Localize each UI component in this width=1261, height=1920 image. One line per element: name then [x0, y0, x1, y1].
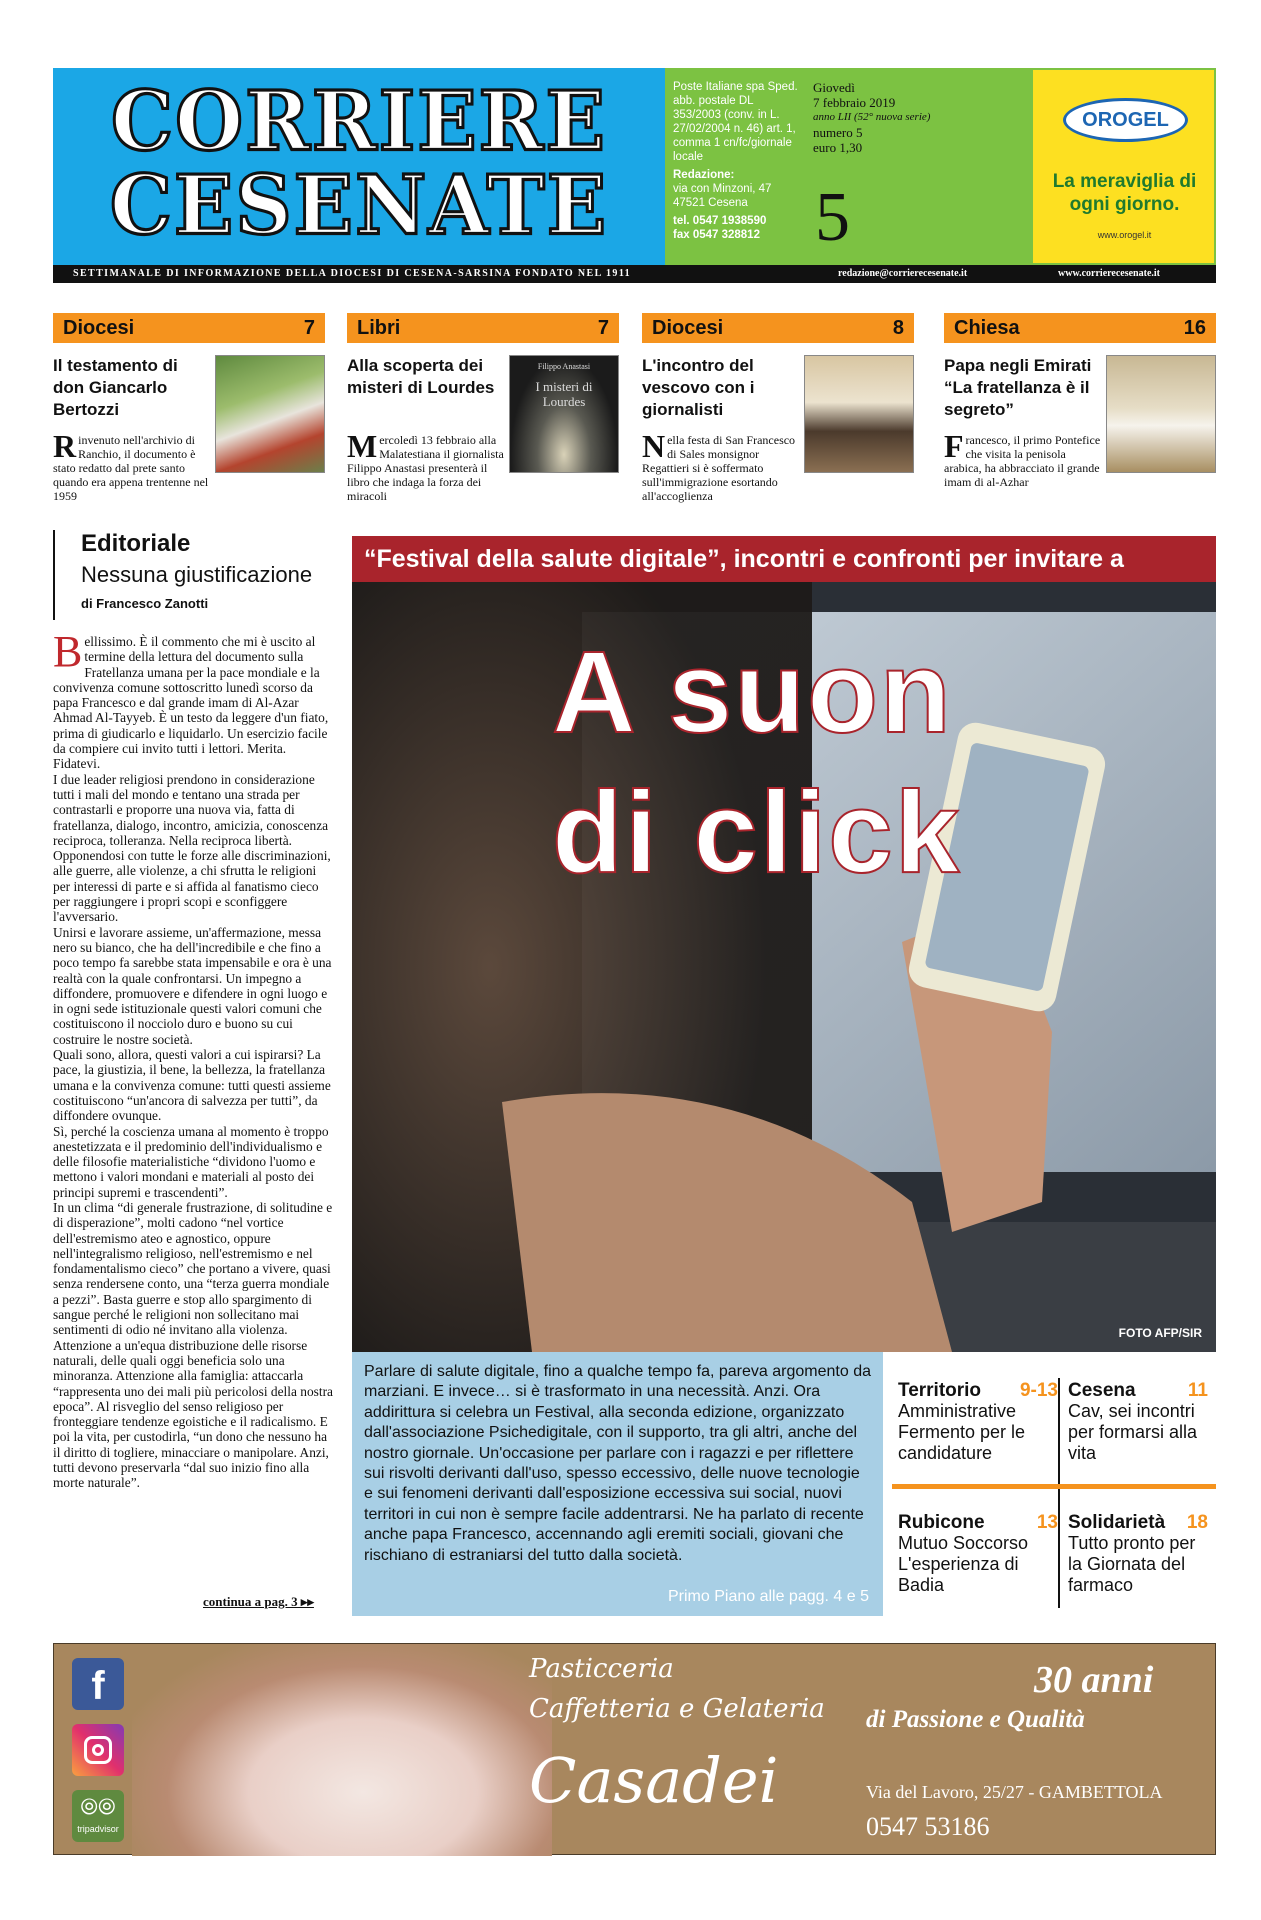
editorial-paragraph [53, 627, 335, 772]
info-box [665, 68, 1031, 265]
teaser-title: L'incontro del vescovo con i giornalisti [642, 356, 755, 419]
teaser-text [642, 428, 802, 503]
newspaper-tagline: SETTIMANALE DI INFORMAZIONE DELLA DIOCESI DI CESENA-SARSINA FONDATO NEL 1911 [73, 268, 632, 279]
postal-text: Poste Italiane spa Sped. abb. postale DL 353/2003 (conv. in L. 27/02/2004 n. 46) art. 1, comma 1 cn/fc/giornale locale [673, 81, 798, 163]
headline-line-2: di click [552, 767, 962, 897]
editorial-title: Nessuna giustificazione [81, 562, 313, 587]
casadei-ad[interactable] [53, 1643, 1216, 1855]
issue-date: 7 febbraio 2019 [813, 95, 896, 110]
box-text: Mutuo Soccorso L'esperienza di Badia [898, 1533, 1029, 1595]
logo-line-2: CESENATE [109, 157, 609, 254]
box-text: Tutto pronto per la Giornata del farmaco [1068, 1533, 1196, 1595]
facebook-icon[interactable]: f [72, 1658, 124, 1710]
teaser-body: ercoledì 13 febbraio alla Malatestiana il giornalista Filippo Anastasi presenterà il libro che indaga la forza dei miracoli [347, 433, 504, 503]
book-author: Filippo Anastasi [537, 362, 591, 371]
box-header [898, 1512, 1058, 1533]
postal-info [673, 80, 803, 242]
box-text: Cav, sei incontri per formarsi alla vita [1068, 1401, 1198, 1463]
teaser-title: Il testamento di don Giancarlo Bertozzi [53, 356, 178, 419]
teaser-text [347, 428, 507, 503]
section-name: Diocesi [652, 317, 724, 339]
email-link[interactable]: redazione@corrierecesenate.it [838, 268, 968, 279]
box-pages: 13 [1036, 1512, 1058, 1533]
teaser-text [944, 428, 1104, 489]
main-headline [552, 622, 961, 902]
cake-photo [132, 1644, 552, 1856]
section-teaser-2[interactable] [347, 313, 619, 513]
website-link[interactable]: www.corrierecesenate.it [1058, 268, 1160, 279]
photo-credit: FOTO AFP/SIR [1118, 1326, 1202, 1340]
editorial-paragraph: Quali sono, allora, questi valori a cui ispirarsi? La pace, la giustizia, il bene, la bellezza, la fratellanza umana e la convivenza comune: tutti questi assieme costituiscono “un'ancora di salvezza per tutti”, da diffondere ovunque. [53, 1047, 331, 1124]
teaser-dropcap: N [642, 428, 666, 464]
editorial-body [53, 627, 335, 1491]
owl-eyes-icon: ⦾⦾ [80, 1794, 116, 1819]
editorial-paragraph: In un clima “di generale frustrazione, di solitudine e di disperazione”, molti cadono “nel vortice dell'estremismo ateo e agnostico, oppure nell'integralismo religioso, nell'estremismo e nel fondamentalismo cieco” che portano a vivere, quasi senza rendersene conto, una “terza guerra mondiale a pezzi”. Basta guerre e stop allo spargimento di sangue perché le religioni non sollecitano mai sentimenti di odio né invitano alla violenza. [53, 1199, 333, 1338]
divider-vertical [1058, 1378, 1060, 1608]
casadei-phone[interactable]: 0547 53186 [866, 1812, 990, 1841]
redazione-label: Redazione: [673, 169, 735, 181]
summary-reference[interactable]: Primo Piano alle pagg. 4 e 5 [667, 1588, 869, 1605]
newspaper-logo[interactable] [53, 68, 665, 265]
box-pages: 18 [1186, 1512, 1208, 1533]
section-page: 16 [1183, 317, 1206, 339]
telephone: tel. 0547 1938590 [673, 215, 767, 227]
orogel-url[interactable]: www.orogel.it [1097, 230, 1152, 240]
orogel-slogan: La meraviglia di ogni giorno. [1052, 171, 1197, 215]
date-block [813, 80, 1023, 155]
editorial-label: Editoriale [81, 530, 191, 557]
section-name: Chiesa [954, 317, 1020, 339]
book-title: I misteri di Lourdes [535, 379, 593, 409]
casadei-anniversary: 30 anni [1034, 1659, 1154, 1701]
box-header [1068, 1380, 1208, 1401]
main-summary [352, 1352, 883, 1616]
teaser-text [53, 428, 213, 503]
box-pages: 9-13 [1019, 1380, 1058, 1401]
section-name: Diocesi [63, 317, 135, 339]
box-header [1068, 1512, 1208, 1533]
teaser-book-cover [509, 355, 619, 473]
logo-line-1: CORRIERE [111, 73, 607, 170]
editorial-paragraph: Unirsi e lavorare assieme, un'affermazione, messa nero su bianco, che ha dell'incredibile e che fino a poco tempo fa sarebbe stata impensabile e ora è una realtà con la quale confrontarsi. Un impegno a diffondere, promuovere e difendere in ogni luogo e in ogni sede istituzionale questi valori comuni che costituiscono il nocciolo duro e buono su cui costruire le nostre società. [53, 924, 332, 1047]
section-page: 7 [597, 317, 609, 339]
fax: fax 0547 328812 [673, 229, 760, 241]
teaser-title: Papa negli Emirati “La fratellanza è il segreto” [944, 356, 1092, 419]
section-header [53, 313, 325, 343]
section-header [642, 313, 914, 343]
teaser-photo-meeting [804, 355, 914, 473]
instagram-icon[interactable] [72, 1724, 124, 1776]
casadei-address: Via del Lavoro, 25/27 - GAMBETTOLA [866, 1782, 1163, 1802]
box-header [898, 1380, 1058, 1401]
box-solidarieta[interactable] [1068, 1512, 1208, 1596]
casadei-tagline: di Passione e Qualità [866, 1706, 1085, 1733]
editorial-paragraph: Attenzione a un'equa distribuzione delle risorse naturali, delle quali oggi beneficia solo una minoranza. Attenzione alla famiglia: attaccarla “rappresenta uno dei mali più pericolosi della nostra epoca”. Al risveglio del senso religioso per fronteggiare tendenze egoistiche e il radicalismo. E poi la vita, per custodirla, “un dono che nessuno ha il diritto di togliere, minacciare o manipolare. Anzi, tutti devono preservarla “dal suo inizio fino alla morte naturale”. [53, 1337, 333, 1491]
editorial-dropcap: B [53, 627, 83, 676]
teaser-body: invenuto nell'archivio di Ranchio, il documento è stato redatto dal prete santo quando era appena trentenne nel 1959 [53, 433, 209, 503]
section-page: 8 [892, 317, 904, 339]
teaser-dropcap: F [944, 428, 964, 464]
main-photo[interactable] [352, 582, 1216, 1352]
box-rubicone[interactable] [898, 1512, 1058, 1596]
box-section: Solidarietà [1068, 1512, 1166, 1533]
teaser-body: ella festa di San Francesco di Sales monsignor Regattieri si è soffermato sull'immigrazione esortando all'accoglienza [642, 433, 796, 503]
issue-number: 5 [815, 179, 850, 256]
box-cesena[interactable] [1068, 1380, 1208, 1464]
continue-link[interactable]: continua a pag. 3 ▸▸ [203, 1594, 314, 1609]
editorial [53, 530, 335, 1620]
editorial-rule [53, 530, 55, 620]
tripadvisor-icon[interactable] [72, 1790, 124, 1842]
casadei-line2: Caffetteria e Gelateria [529, 1694, 825, 1724]
section-teaser-1[interactable] [53, 313, 325, 513]
redazione-address: via con Minzoni, 47 47521 Cesena [673, 183, 772, 209]
divider-horizontal [892, 1484, 1216, 1489]
section-teaser-4[interactable] [944, 313, 1216, 513]
box-text: Amministrative Fermento per le candidature [898, 1401, 1026, 1463]
section-name: Libri [357, 317, 401, 339]
masthead-bar [53, 265, 1216, 283]
box-section: Territorio [898, 1380, 982, 1401]
teaser-photo-pope [1106, 355, 1216, 473]
masthead [53, 68, 1216, 283]
section-teaser-3[interactable] [642, 313, 914, 513]
box-section: Cesena [1068, 1380, 1136, 1401]
summary-text: Parlare di salute digitale, fino a qualche tempo fa, pareva argomento da marziani. E invece… si è trasformato in una necessità. Anzi. Ora addirittura si celebra un Festival, alla seconda edizione, organizzato dall'associazione Psichedigitale, con il supporto, tra gli altri, anche del nostro giornale. Un'occasione per parlare con i ragazzi e per riflettere sui risvolti derivanti dall'uso, spesso eccessivo, delle nuove tecnologie e sui fenomeni derivanti dall'esposizione eccessiva sui social, nuovi territori in cui non è sempre facile addentrarsi. Ne ha parlato di recente anche papa Francesco, accennando agli eremiti sociali, giovani che rischiano di estraniarsi del tutto dalla società. [364, 1363, 871, 1564]
section-header [347, 313, 619, 343]
issue-volume: anno LII (52° nuova serie) [813, 111, 931, 123]
editorial-paragraph: Opponendosi con tutte le forze alle discriminazioni, alle guerre, alle violenze, a chi sfrutta le religioni per interessi di parte e si affida al fanatismo cieco per raggiungere i propri scopi e sconfiggere l'avversario. [53, 848, 331, 925]
box-territorio[interactable] [898, 1380, 1058, 1464]
teaser-dropcap: R [53, 428, 77, 464]
teaser-body: rancesco, il primo Pontefice che visita la penisola arabica, ha abbracciato il grande imam di al-Azhar [944, 433, 1101, 489]
issue-day: Giovedì [813, 80, 855, 95]
orogel-logo: OROGEL [1063, 98, 1188, 142]
section-header [944, 313, 1216, 343]
tripadvisor-label: tripadvisor [77, 1824, 119, 1834]
section-page: 7 [303, 317, 315, 339]
main-kicker: “Festival della salute digitale”, incontri e confronti per invitare a [352, 536, 1216, 582]
editorial-paragraph: Sì, perché la coscienza umana al momento è troppo anestetizzata e il predominio dell'individualismo e delle filosofie materialistiche “dividono l'uomo e mettono i valori mondani e materiali al posto dei principi supremi e trascendenti”. [53, 1123, 329, 1200]
editorial-author: di Francesco Zanotti [81, 596, 209, 611]
issue-number-label: numero 5 [813, 125, 863, 140]
orogel-ad[interactable] [1031, 68, 1216, 265]
teaser-title: Alla scoperta dei misteri di Lourdes [347, 356, 495, 397]
box-section: Rubicone [898, 1512, 985, 1533]
casadei-line1: Pasticceria [529, 1654, 674, 1684]
editorial-text: ellissimo. È il commento che mi è uscito al termine della lettura del documento sulla Fratellanza umana per la pace mondiale e la convivenza comune sottoscritto lunedì scorso da papa Francesco e dal grande imam di Al-Azar Ahmad Al-Tayyeb. È un testo da leggere d'un fiato, prima di giudicarlo e liquidarlo. Un esercizio facile da compiere cui invito tutti i lettori. Merita. Fidatevi. [53, 634, 329, 772]
teaser-photo-priest [215, 355, 325, 473]
casadei-name: Casadei [529, 1744, 779, 1817]
box-pages: 11 [1187, 1380, 1208, 1401]
headline-line-1: A suon [552, 627, 953, 757]
teaser-dropcap: M [347, 428, 378, 464]
editorial-paragraph: I due leader religiosi prendono in considerazione tutti i mali del mondo e tentano una strada per contrastarli e proporre una nuova via, fatta di fratellanza, dialogo, incontro, amicizia, conoscenza reciproca, tolleranza. Nella reciproca libertà. [53, 771, 329, 848]
issue-price: euro 1,30 [813, 140, 863, 155]
